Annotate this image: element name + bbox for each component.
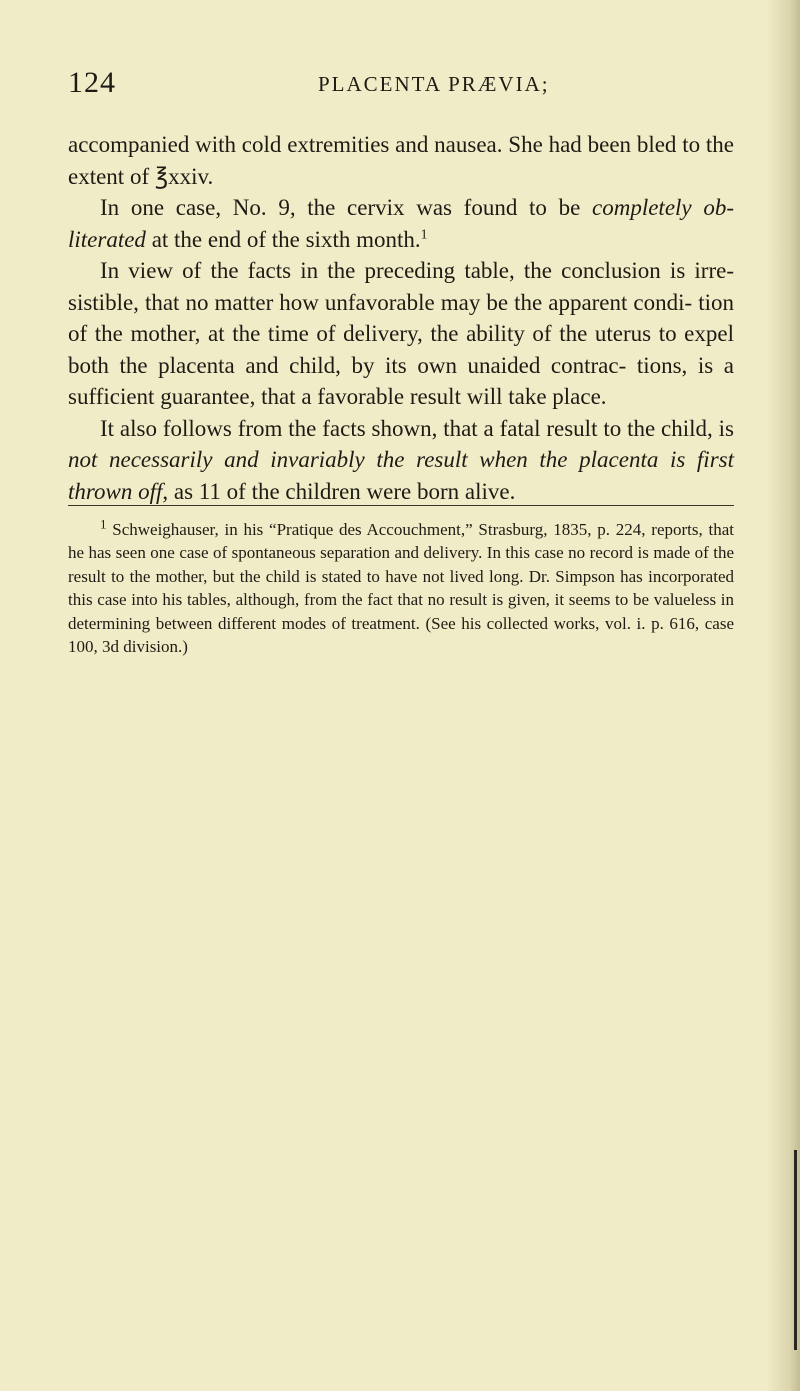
footnote-marker: 1 [100, 516, 107, 532]
paragraph-2: In one case, No. 9, the cervix was found to be completely ob- literated at the end of the sixth month.$^1$ [68, 195, 734, 252]
page-edge-mark [794, 1150, 797, 1350]
running-title: PLACENTA PRÆVIA; [318, 72, 550, 96]
paragraph-4: It also follows from the facts shown, that a fatal result to the child, is not necessarily and invariably the result when the placenta is first thrown off, as 11 of the children were born alive. [68, 415, 734, 504]
emphasis-not-necessarily: not necessarily and invariably the result when the placenta is first thrown off [68, 447, 734, 504]
emphasis-completely-obliterated: completely ob- literated [68, 195, 734, 252]
footnote-text: Schweighauser, in his “Pratique des Accouchment,” Strasburg, 1835, p. 224, reports, that he has seen one case of spontaneous separation and delivery. In this case no record is made of the result to the mother, but the child is stated to have not lived long. Dr. Simpson has incorporated this case into his tables, although, from the fact that no result is given, it seems to be valueless in determining between different modes of treatment. (See his collected works, vol. i. p. 616, case 100, 3d division.) [68, 520, 734, 657]
footnote [68, 518, 734, 658]
body-text [68, 129, 734, 507]
paragraph-1: accompanied with cold extremities and nausea. She had been bled to the extent of ℥xxiv. [68, 132, 734, 189]
footnote-reference: 1 [420, 225, 428, 241]
paragraph-3: In view of the facts in the preceding table, the conclusion is irre- sistible, that no matter how unfavorable may be the apparent condi- tion of the mother, at the time of delivery, the ability of the uterus to expel both the placenta and child, by its own unaided contrac- tions, is a sufficient guarantee, that a favorable result will take place. [68, 258, 734, 409]
footnote-divider [68, 505, 734, 506]
page-number: 124 [68, 66, 116, 99]
page-header [68, 66, 734, 100]
